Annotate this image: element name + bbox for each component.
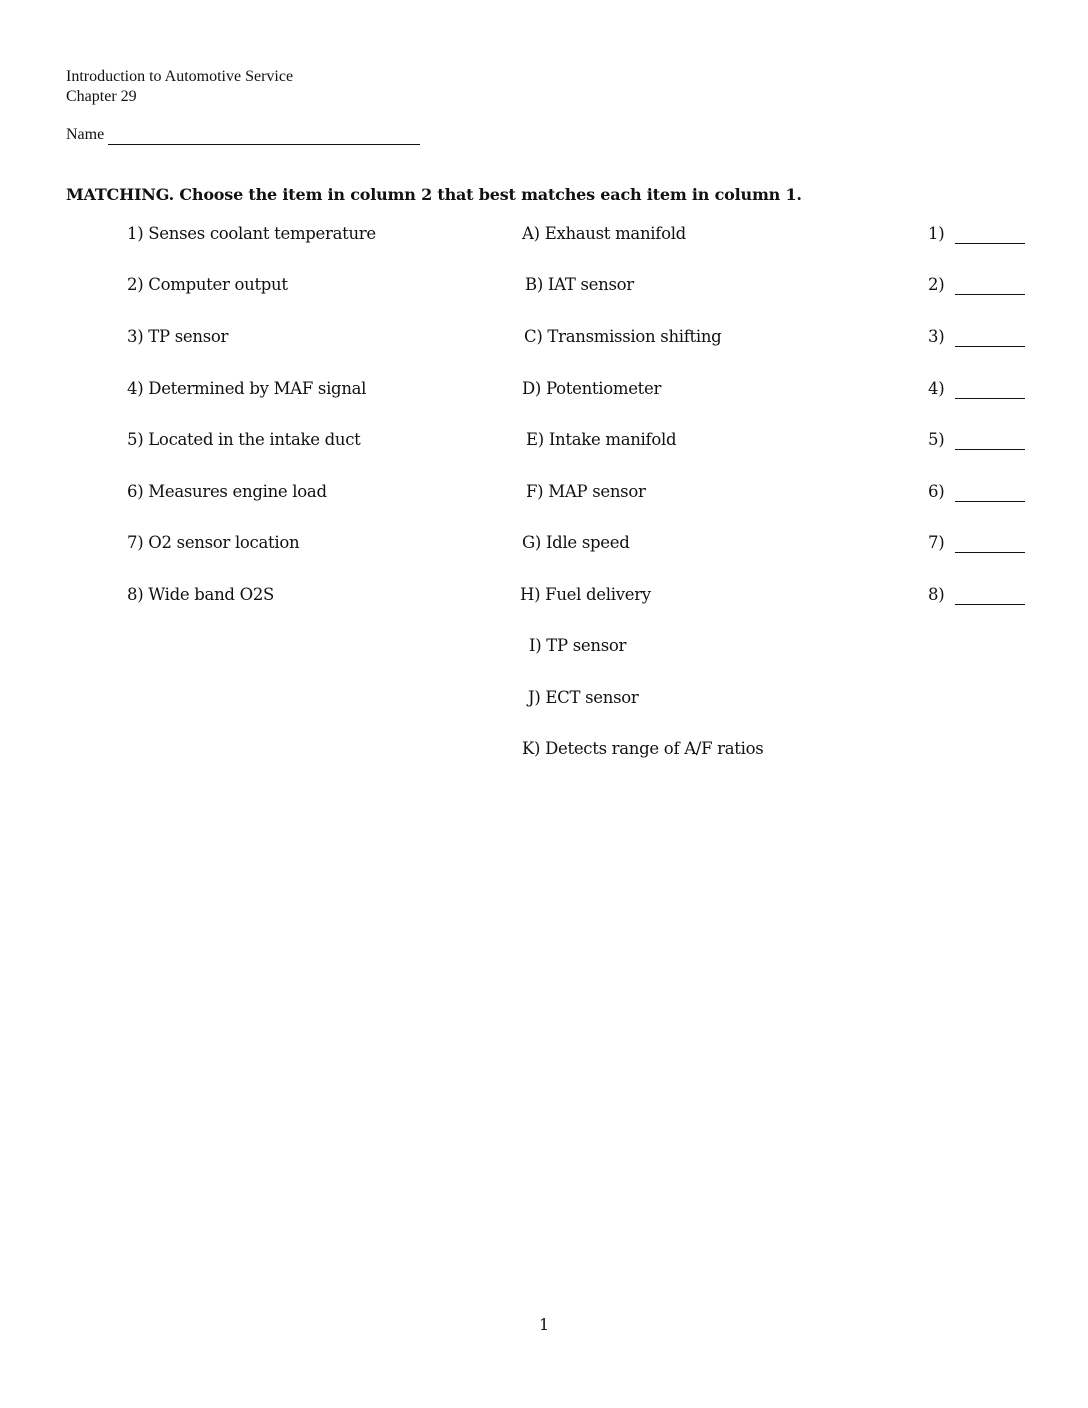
column1-item: 4) Determined by MAF signal: [127, 379, 367, 398]
course-title: Introduction to Automotive Service: [66, 68, 294, 85]
answer-blank[interactable]: [955, 604, 1025, 605]
answer-blank[interactable]: [955, 449, 1025, 450]
column2-item: F) MAP sensor: [526, 482, 646, 501]
chapter-label: Chapter 29: [66, 88, 137, 105]
answer-label: 2): [928, 275, 945, 294]
column1-item: 7) O2 sensor location: [127, 533, 300, 552]
answer-label: 6): [928, 482, 945, 501]
column1-item: 1) Senses coolant temperature: [127, 224, 376, 243]
matching-instructions: MATCHING. Choose the item in column 2 that best matches each item in column 1.: [66, 185, 802, 204]
column2-item: B) IAT sensor: [525, 275, 634, 294]
column1-item: 5) Located in the intake duct: [127, 430, 361, 449]
name-label: Name: [66, 126, 105, 143]
column1-item: 3) TP sensor: [127, 327, 229, 346]
column2-item: A) Exhaust manifold: [522, 224, 686, 243]
page-number: 1: [539, 1315, 550, 1334]
column2-item: D) Potentiometer: [522, 379, 662, 398]
answer-label: 3): [928, 327, 945, 346]
column2-item: C) Transmission shifting: [524, 327, 722, 346]
name-field-line[interactable]: [108, 144, 420, 145]
column2-item: J) ECT sensor: [528, 688, 639, 707]
answer-blank[interactable]: [955, 398, 1025, 399]
column1-item: 2) Computer output: [127, 275, 288, 294]
column2-item: G) Idle speed: [522, 533, 630, 552]
column2-item: E) Intake manifold: [526, 430, 677, 449]
answer-label: 1): [928, 224, 945, 243]
answer-blank[interactable]: [955, 501, 1025, 502]
answer-blank[interactable]: [955, 294, 1025, 295]
answer-label: 5): [928, 430, 945, 449]
answer-label: 8): [928, 585, 945, 604]
answer-label: 7): [928, 533, 945, 552]
column2-item: K) Detects range of A/F ratios: [522, 739, 764, 758]
column1-item: 8) Wide band O2S: [127, 585, 275, 604]
column1-item: 6) Measures engine load: [127, 482, 327, 501]
column2-item: I) TP sensor: [529, 636, 627, 655]
answer-blank[interactable]: [955, 552, 1025, 553]
answer-label: 4): [928, 379, 945, 398]
column2-item: H) Fuel delivery: [520, 585, 651, 604]
answer-blank[interactable]: [955, 243, 1025, 244]
answer-blank[interactable]: [955, 346, 1025, 347]
